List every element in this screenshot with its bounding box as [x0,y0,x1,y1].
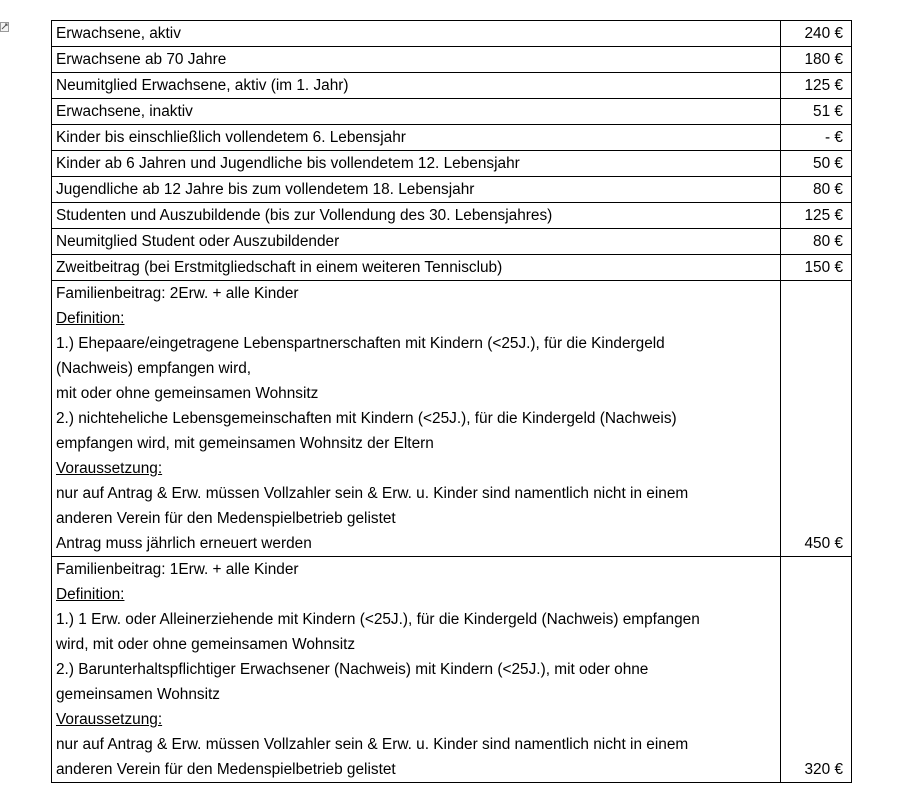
family-fee-two-adults-row [52,281,852,557]
fee-price: 150 € [781,255,852,281]
definition-text: 2.) Barunterhaltspflichtiger Erwachsener (Nachweis) mit Kindern (<25J.), mit oder ohne [56,661,649,678]
definition-text: (Nachweis) empfangen wird, [56,360,252,377]
definition-text: mit oder ohne gemeinsamen Wohnsitz [56,385,319,402]
family-fee-one-adult-row [52,557,852,783]
fee-label: Zweitbeitrag (bei Erstmitgliedschaft in einem weiteren Tennisclub) [52,255,781,281]
definition-text: empfangen wird, mit gemeinsamen Wohnsitz der Eltern [56,435,434,452]
membership-fee-table [51,20,852,783]
fee-row [52,255,852,281]
requirement-text: nur auf Antrag & Erw. müssen Vollzahler sein & Erw. u. Kinder sind namentlich nicht in einem [56,485,689,502]
fee-price: 51 € [781,99,852,125]
fee-label: Neumitglied Student oder Auszubildender [52,229,781,255]
fee-row [52,99,852,125]
requirement-text: Antrag muss jährlich erneuert werden [56,535,312,552]
fee-row [52,229,852,255]
family-fee-description [52,557,781,783]
family-fee-title: Familienbeitrag: 1Erw. + alle Kinder [56,561,299,578]
definition-text: gemeinsamen Wohnsitz [56,686,220,703]
fee-row [52,73,852,99]
fee-label: Erwachsene, inaktiv [52,99,781,125]
definition-heading: Definition: [56,310,125,327]
fee-label: Kinder bis einschließlich vollendetem 6. Lebensjahr [52,125,781,151]
fee-row [52,125,852,151]
fee-row [52,203,852,229]
requirement-text: anderen Verein für den Medenspielbetrieb gelistet [56,510,396,527]
fee-price: 80 € [781,229,852,255]
fee-row [52,151,852,177]
table-move-handle-icon[interactable] [0,22,9,32]
fee-label: Kinder ab 6 Jahren und Jugendliche bis vollendetem 12. Lebensjahr [52,151,781,177]
definition-text: wird, mit oder ohne gemeinsamen Wohnsitz [56,636,356,653]
requirement-text: anderen Verein für den Medenspielbetrieb gelistet [56,761,396,778]
fee-row [52,47,852,73]
family-fee-description [52,281,781,557]
fee-label: Erwachsene, aktiv [52,21,781,47]
requirement-heading: Voraussetzung: [56,711,163,728]
fee-price: 50 € [781,151,852,177]
fee-label: Erwachsene ab 70 Jahre [52,47,781,73]
fee-price: 80 € [781,177,852,203]
definition-text: 1.) 1 Erw. oder Alleinerziehende mit Kindern (<25J.), für die Kindergeld (Nachweis) empfangen [56,611,700,628]
fee-row [52,21,852,47]
fee-label: Neumitglied Erwachsene, aktiv (im 1. Jahr) [52,73,781,99]
definition-heading: Definition: [56,586,125,603]
definition-text: 2.) nichteheliche Lebensgemeinschaften mit Kindern (<25J.), für die Kindergeld (Nachweis) [56,410,677,427]
fee-price: 125 € [781,73,852,99]
fee-price: 180 € [781,47,852,73]
family-fee-title: Familienbeitrag: 2Erw. + alle Kinder [56,285,299,302]
fee-label: Studenten und Auszubildende (bis zur Vollendung des 30. Lebensjahres) [52,203,781,229]
requirement-heading: Voraussetzung: [56,460,163,477]
fee-label: Jugendliche ab 12 Jahre bis zum vollendetem 18. Lebensjahr [52,177,781,203]
requirement-text: nur auf Antrag & Erw. müssen Vollzahler sein & Erw. u. Kinder sind namentlich nicht in einem [56,736,689,753]
fee-price: 320 € [781,557,852,783]
definition-text: 1.) Ehepaare/eingetragene Lebenspartnerschaften mit Kindern (<25J.), für die Kindergeld [56,335,665,352]
fee-price: 450 € [781,281,852,557]
fee-price: 125 € [781,203,852,229]
fee-row [52,177,852,203]
fee-price: 240 € [781,21,852,47]
fee-price: - € [781,125,852,151]
